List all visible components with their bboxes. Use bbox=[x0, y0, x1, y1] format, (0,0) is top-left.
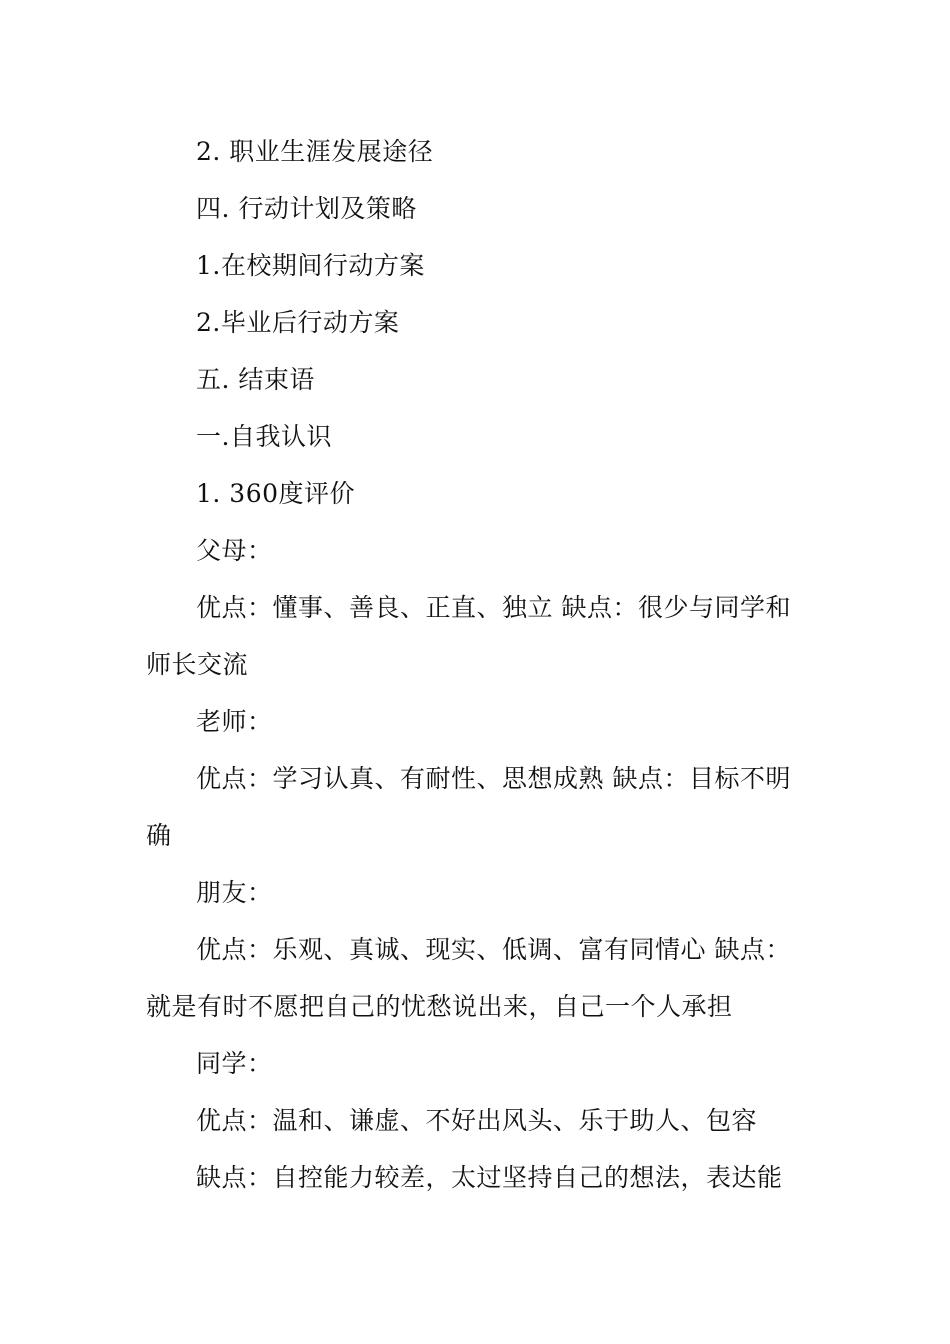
classmates-evaluation-strengths: 优点：温和、谦虚、不好出风头、乐于助人、包容 bbox=[196, 1106, 758, 1135]
friends-evaluation-line-2: 就是有时不愿把自己的忧愁说出来，自己一个人承担 bbox=[146, 992, 733, 1021]
classmates-evaluation-weaknesses: 缺点：自控能力较差，太过坚持自己的想法，表达能 bbox=[196, 1163, 783, 1192]
teacher-evaluation-line-1: 优点：学习认真、有耐性、思想成熟 缺点：目标不明 bbox=[196, 764, 791, 793]
parents-evaluation-line-2: 师长交流 bbox=[146, 650, 249, 679]
teacher-label: 老师： bbox=[196, 707, 273, 736]
subheading-360-evaluation: 1. 360度评价 bbox=[196, 479, 356, 508]
parents-evaluation-line-1: 优点：懂事、善良、正直、独立 缺点：很少与同学和 bbox=[196, 593, 791, 622]
parents-label: 父母： bbox=[196, 536, 273, 565]
teacher-evaluation-line-2: 确 bbox=[146, 821, 172, 850]
friends-evaluation-line-1: 优点：乐观、真诚、现实、低调、富有同情心 缺点： bbox=[196, 935, 791, 964]
classmates-label: 同学： bbox=[196, 1049, 273, 1078]
friends-label: 朋友： bbox=[196, 878, 273, 907]
outline-item-school-plan: 1.在校期间行动方案 bbox=[196, 251, 425, 280]
outline-section-action-plan: 四. 行动计划及策略 bbox=[196, 194, 417, 223]
outline-section-conclusion: 五. 结束语 bbox=[196, 365, 315, 394]
section-heading-self-awareness: 一.自我认识 bbox=[196, 422, 332, 451]
outline-item-graduate-plan: 2.毕业后行动方案 bbox=[196, 308, 400, 337]
outline-item-career-path: 2. 职业生涯发展途径 bbox=[196, 137, 434, 166]
